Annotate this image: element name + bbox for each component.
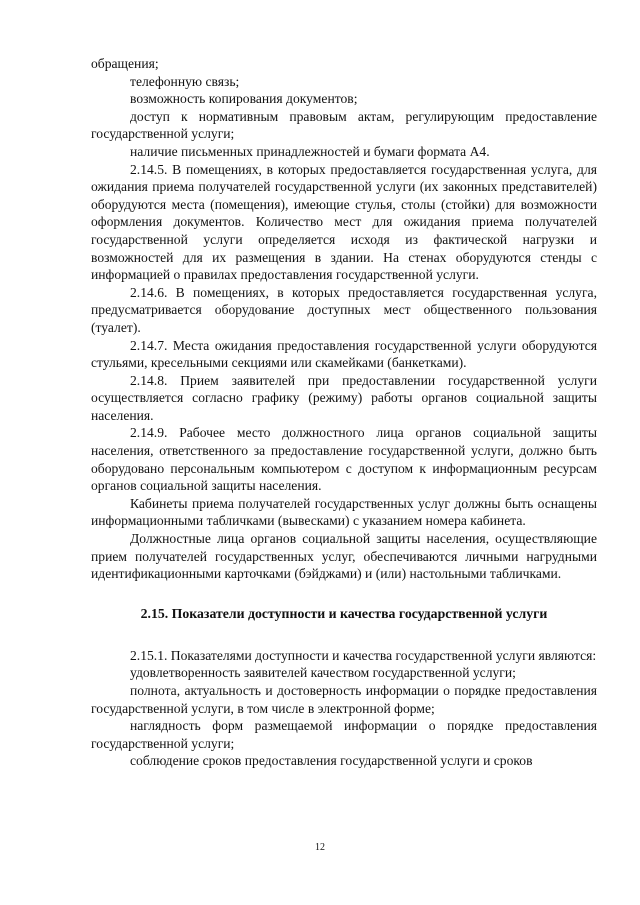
paragraph: 2.14.5. В помещениях, в которых предоставляется государственная услуга, для ожидания приема получателей государственной услуги (их законных представителей) оборудуются места (помещения), имеющие стулья, столы (стойки) для возможности оформления документов. Количество мест для ожидания приема получателей государственной услуги определяется исходя из фактической нагрузки и возможностей для их размещения в здании. На стенах оборудуются стенды с информацией о правилах предоставления государственной услуги.	[91, 161, 597, 283]
paragraph: доступ к нормативным правовым актам, регулирующим предоставление государственной услуги;	[91, 108, 597, 142]
paragraph: 2.14.8. Прием заявителей при предоставлении государственной услуги осуществляется согласно графику (режиму) работы органов социальной защиты населения.	[91, 372, 597, 423]
section-heading: 2.15. Показатели доступности и качества государственной услуги	[140, 605, 548, 621]
paragraphs-before	[91, 55, 597, 583]
paragraph: 2.14.7. Места ожидания предоставления государственной услуги оборудуются стульями, кресельными секциями или скамейками (банкетками).	[91, 337, 597, 371]
paragraph: обращения;	[91, 56, 159, 71]
paragraph: наглядность форм размещаемой информации о порядке предоставления государственной услуги;	[91, 718, 597, 751]
paragraph: наличие письменных принадлежностей и бумаги формата А4.	[130, 143, 490, 159]
paragraphs-after	[91, 647, 597, 770]
paragraph: полнота, актуальность и достоверность информации о порядке предоставления государственной услуги, в том числе в электронной форме;	[91, 683, 597, 716]
paragraph: 2.15.1. Показателями доступности и качества государственной услуги являются:	[130, 647, 597, 663]
page-number: 12	[315, 842, 325, 853]
text-column	[91, 55, 597, 770]
paragraph: 2.14.9. Рабочее место должностного лица органов социальной защиты населения, ответственного за предоставление государственной услуги, должно быть оборудовано персональным компьютером с доступом к информационным ресурсам органов социальной защиты населения.	[91, 425, 597, 494]
paragraph: удовлетворенность заявителей качеством государственной услуги;	[130, 665, 516, 681]
paragraph: телефонную связь;	[130, 73, 240, 89]
paragraph: 2.14.6. В помещениях, в которых предоставляется государственная услуга, предусматривается оборудование доступных мест общественного пользования (туалет).	[91, 284, 597, 335]
paragraph: Должностные лица органов социальной защиты населения, осуществляющие прием получателей государственных услуг, обеспечиваются личными нагрудными идентификационными карточками (бэйджами) и (или) настольными табличками.	[91, 531, 597, 582]
paragraph: соблюдение сроков предоставления государственной услуги и сроков	[130, 753, 533, 769]
paragraph: Кабинеты приема получателей государственных услуг должны быть оснащены информационными табличками (вывесками) с указанием номера кабинета.	[91, 495, 597, 529]
paragraph: возможность копирования документов;	[130, 91, 358, 107]
